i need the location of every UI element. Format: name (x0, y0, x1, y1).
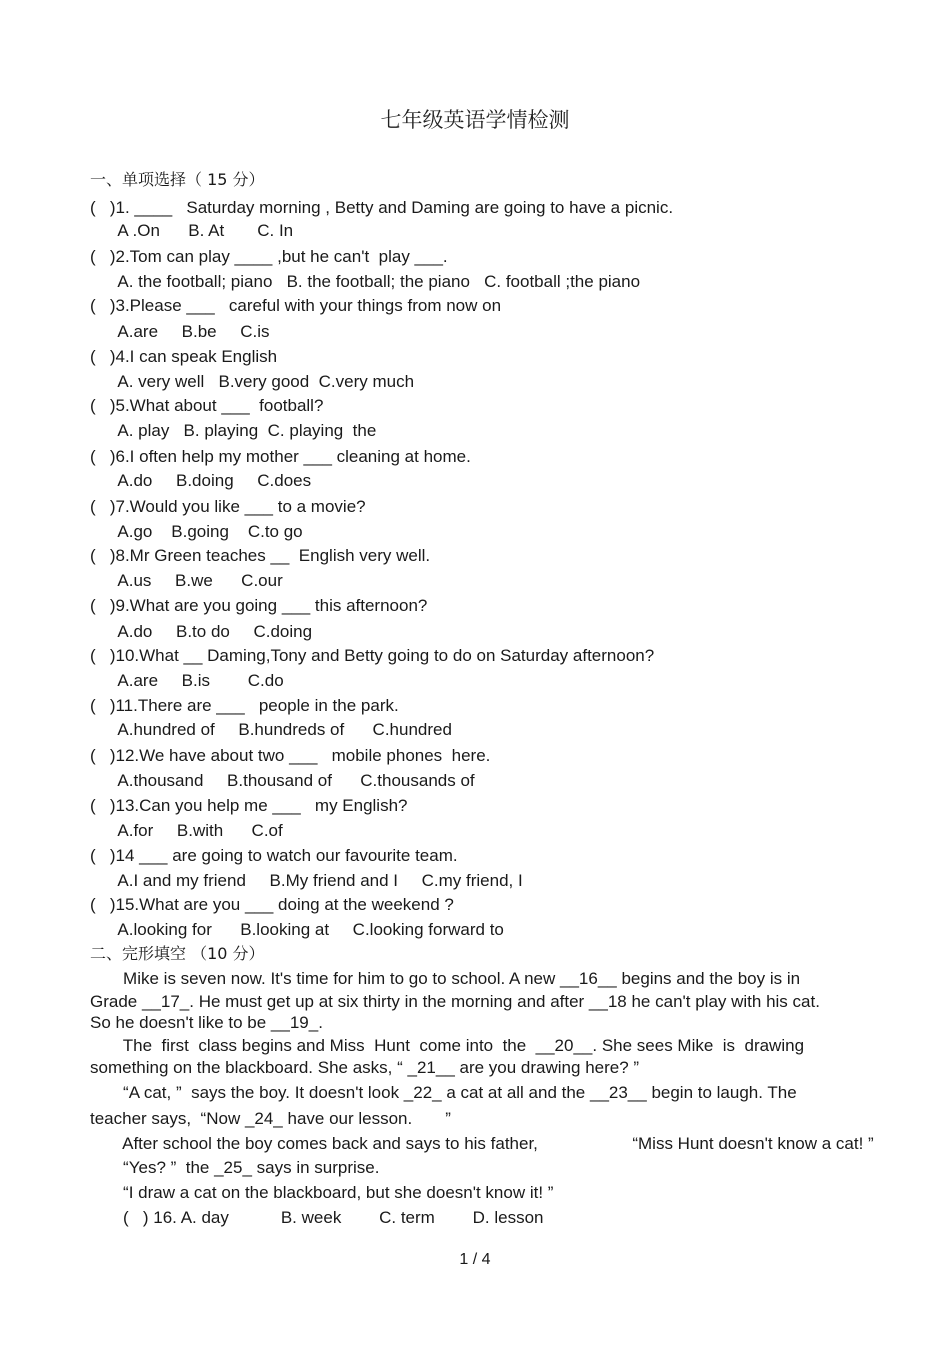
options-line: A.go B.going C.to go (90, 522, 303, 541)
question-line: ( )14 ___ are going to watch our favourite team. (90, 846, 458, 865)
question-line: ( )7.Would you like ___ to a movie? (90, 497, 366, 516)
options-line: A.thousand B.thousand of C.thousands of (90, 771, 475, 790)
page-number: 1 / 4 (459, 1251, 491, 1268)
passage-line: So he doesn't like to be __19_. (90, 1013, 323, 1032)
question-line: ( )13.Can you help me ___ my English? (90, 796, 408, 815)
options-line: A.do B.to do C.doing (90, 622, 313, 641)
page-title: 七年级英语学情检测 (380, 108, 570, 132)
question-line: ( )5.What about ___ football? (90, 396, 324, 415)
section-heading-cloze: 二、完形填空 （10 分） (90, 944, 265, 963)
options-line: A. play B. playing C. playing the (90, 421, 377, 440)
question-line: ( )8.Mr Green teaches __ English very well. (90, 546, 431, 565)
options-line: A. very well B.very good C.very much (90, 372, 415, 391)
passage-line: Grade __17_. He must get up at six thirty in the morning and after __18 he can't play with his cat. (90, 992, 820, 1011)
options-line: A.us B.we C.our (90, 571, 283, 590)
passage-line: “Yes? ” the _25_ says in surprise. (90, 1158, 380, 1177)
question-line: ( )2.Tom can play ____ ,but he can't play ___. (90, 247, 448, 266)
passage-line: “I draw a cat on the blackboard, but she doesn't know it! ” (90, 1183, 554, 1202)
question-line: ( )15.What are you ___ doing at the weekend ? (90, 895, 454, 914)
question-line: ( )11.There are ___ people in the park. (90, 696, 399, 715)
question-line: ( )6.I often help my mother ___ cleaning at home. (90, 447, 471, 466)
passage-line: Mike is seven now. It's time for him to go to school. A new __16__ begins and the boy is in (90, 969, 801, 988)
options-line: A.looking for B.looking at C.looking forward to (90, 920, 504, 939)
question-line: ( )4.I can speak English (90, 347, 278, 366)
section-heading-multiple-choice: 一、单项选择（ 15 分） (90, 170, 265, 189)
options-line: A.are B.is C.do (90, 671, 284, 690)
question-line: ( ) 16. A. day B. week C. term D. lesson (90, 1208, 544, 1227)
passage-line: something on the blackboard. She asks, “ _21__ are you drawing here? ” (90, 1058, 640, 1077)
passage-line: teacher says, “Now _24_ have our lesson. ” (90, 1109, 451, 1128)
passage-line: The first class begins and Miss Hunt come into the __20__. She sees Mike is drawing (90, 1036, 805, 1055)
options-line: A.for B.with C.of (90, 821, 283, 840)
question-line: ( )3.Please ___ careful with your things from now on (90, 296, 502, 315)
question-line: ( )1. ____ Saturday morning , Betty and Daming are going to have a picnic. (90, 198, 674, 217)
question-line: ( )10.What __ Daming,Tony and Betty going to do on Saturday afternoon? (90, 646, 655, 665)
options-line: A.I and my friend B.My friend and I C.my friend, I (90, 871, 523, 890)
options-line: A.are B.be C.is (90, 322, 270, 341)
question-line: ( )12.We have about two ___ mobile phones here. (90, 746, 491, 765)
options-line: A.hundred of B.hundreds of C.hundred (90, 720, 452, 739)
passage-line: “A cat, ” says the boy. It doesn't look _22_ a cat at all and the __23__ begin to laugh. The (90, 1083, 797, 1102)
question-line: ( )9.What are you going ___ this afternoon? (90, 596, 428, 615)
options-line: A. the football; piano B. the football; the piano C. football ;the piano (90, 272, 641, 291)
options-line: A .On B. At C. In (90, 221, 294, 240)
options-line: A.do B.doing C.does (90, 471, 312, 490)
passage-line: After school the boy comes back and says to his father, “Miss Hunt doesn't know a cat! ” (90, 1134, 874, 1153)
